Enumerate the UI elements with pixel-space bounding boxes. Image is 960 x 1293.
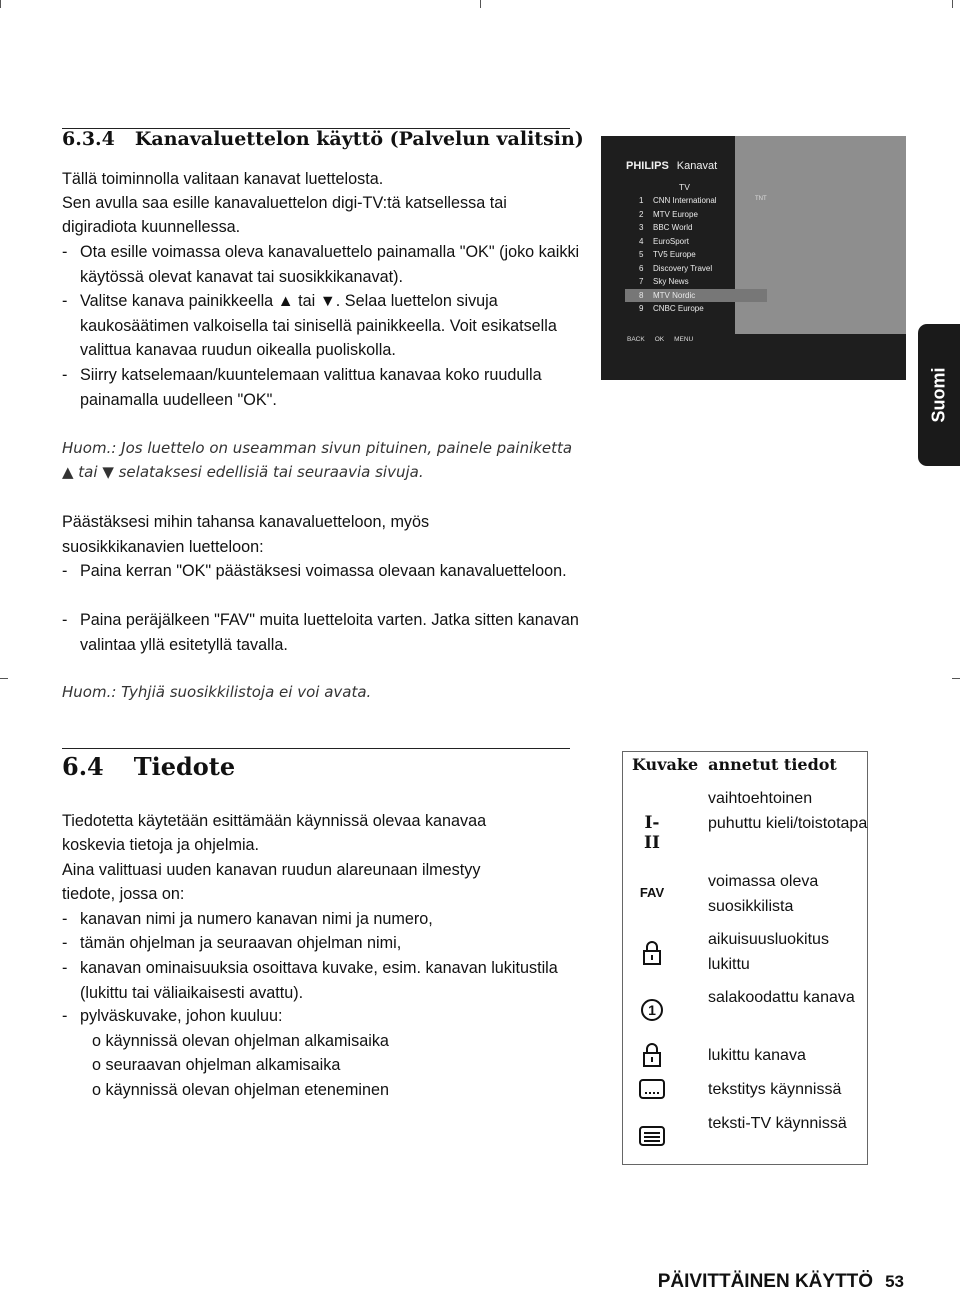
tv-channel-item: 1 CNN International xyxy=(639,196,717,205)
svg-text:1: 1 xyxy=(648,1002,656,1018)
crop-mark xyxy=(480,0,481,8)
section-634-heading xyxy=(62,128,584,150)
section-64-bullet-2: - tämän ohjelman ja seuraavan ohjelman nimi, xyxy=(62,934,402,952)
tv-channel-item: 3 BBC World xyxy=(639,223,693,232)
section-64-bullet-4: - pylväskuvake, johon kuuluu: xyxy=(62,1007,283,1025)
section-64-para-3: Aina valittuasi uuden kanavan ruudun alareunaan ilmestyy xyxy=(62,861,481,879)
section-634-bullet2-1: - Paina kerran "OK" päästäksesi voimassa olevaan kanavaluetteloon. xyxy=(62,562,567,580)
dual-language-icon: I-II xyxy=(644,813,660,853)
tv-channel-item: 5 TV5 Europe xyxy=(639,250,696,259)
crop-mark xyxy=(952,678,960,679)
icon-table-header xyxy=(632,755,847,774)
section-634-intro-3: digiradiota kuunnellessa. xyxy=(62,218,241,236)
section-634-note2: Huom.: Tyhjiä suosikkilistoja ei voi avata. xyxy=(62,683,372,701)
section-64-para-4: tiedote, jossa on: xyxy=(62,885,185,903)
tv-channel-item: 7 Sky News xyxy=(639,277,689,286)
section-64-number: 6.4 xyxy=(62,752,104,781)
lock-icon xyxy=(637,940,667,971)
section-64-sub-2: o seuraavan ohjelman alkamisaika xyxy=(92,1056,341,1074)
section-rule xyxy=(62,748,570,749)
section-64-para-1: Tiedotetta käytetään esittämään käynnissä olevaa kanavaa xyxy=(62,812,487,830)
crop-mark xyxy=(952,0,953,8)
section-634-note: Huom.: Jos luettelo on useamman sivun pituinen, painele painiketta ▲ tai ▼ selataksesi edellisiä tai seuraavia sivuja. xyxy=(62,439,573,481)
page-footer xyxy=(658,1271,904,1293)
tv-category: TV xyxy=(679,182,690,192)
section-634-number: 6.3.4 xyxy=(62,128,115,150)
section-634-bullet-3: - Siirry katselemaan/kuuntelemaan valittua kanavaa koko ruudulla painamalla uudelleen "OK". xyxy=(62,366,542,409)
section-634-para2-1: Päästäksesi mihin tahansa kanavaluetteloon, myös xyxy=(62,513,430,531)
language-side-tab-label: Suomi xyxy=(928,367,949,423)
icon-table-header-info: annetut tiedot xyxy=(708,755,837,774)
lock-icon xyxy=(637,1042,667,1073)
tv-channel-item: 9 CNBC Europe xyxy=(639,304,704,313)
section-634-title: Kanavaluettelon käyttö (Palvelun valitsin) xyxy=(134,128,584,150)
teletext-icon xyxy=(637,1125,667,1152)
icon-info-table: Kuvake annetut tiedot I-II vaihtoehtoinen puhuttu kieli/toistotapa FAV voimassa oleva suosikkilista aikuisuusluokitus lukittu 1 salakoodattu kanava lukittu kanava tekstitys käynnissä teksti-TV käynnissä xyxy=(622,751,868,1165)
tv-channel-list-screenshot xyxy=(601,136,906,380)
section-64-bullet-1: - kanavan nimi ja numero kanavan nimi ja numero, xyxy=(62,910,433,928)
tv-ok-button: OK xyxy=(654,336,665,343)
section-64-heading xyxy=(62,752,235,781)
section-64-bullet-3: - kanavan ominaisuuksia osoittava kuvake, esim. kanavan lukitustila (lukittu tai väliaikaisesti avattu). xyxy=(62,959,558,1002)
tv-back-button: BACK xyxy=(627,336,645,343)
section-64-sub-3: o käynnissä olevan ohjelman eteneminen xyxy=(92,1081,389,1099)
tv-title: Kanavat xyxy=(676,160,718,172)
section-634-intro-1: Tällä toiminnolla valitaan kanavat luettelosta. xyxy=(62,170,384,188)
encrypted-icon xyxy=(637,998,667,1027)
section-64-sub-1: o käynnissä olevan ohjelman alkamisaika xyxy=(92,1032,389,1050)
icon-table-header-icon: Kuvake xyxy=(632,755,699,774)
section-64-title: Tiedote xyxy=(133,752,236,781)
fav-icon: FAV xyxy=(639,885,665,900)
section-634-bullet2-2: - Paina peräjälkeen "FAV" muita luetteloita varten. Jatka sitten kanavan valintaa yllä esitetyllä tavalla. xyxy=(62,611,579,654)
section-64-para-2: koskevia tietoja ja ohjelmia. xyxy=(62,836,260,854)
tv-button-bar xyxy=(627,336,703,343)
subtitle-icon xyxy=(637,1078,667,1105)
crop-mark xyxy=(0,0,1,8)
footer-label: PÄIVITTÄINEN KÄYTTÖ xyxy=(657,1271,874,1292)
tv-channel-item: 6 Discovery Travel xyxy=(639,263,713,273)
tv-channel-item: 4 EuroSport xyxy=(639,236,690,246)
crop-mark xyxy=(0,678,8,679)
tv-tag: TNT xyxy=(755,196,767,202)
page-number: 53 xyxy=(885,1272,904,1291)
tv-channel-item-selected: 8 MTV Nordic xyxy=(625,289,767,303)
tv-menu-button: MENU xyxy=(674,336,694,343)
tv-channel-list xyxy=(625,194,767,316)
language-side-tab xyxy=(918,324,960,466)
section-634-bullet-2: - Valitse kanava painikkeella ▲ tai ▼. Selaa luettelon sivuja kaukosäätimen valkoisella tai sinisellä painikkeella. Voit esikatsella valittua kanavaa ruudun oikealla puoliskolla. xyxy=(62,292,557,359)
section-634-intro-2: Sen avulla saa esille kanavaluettelon digi-TV:tä katsellessa tai xyxy=(62,194,507,212)
section-634-para2-2: suosikkikanavien luetteloon: xyxy=(62,538,264,556)
tv-brand: PHILIPS Kanavat xyxy=(626,160,718,172)
section-634-bullet-1: - Ota esille voimassa oleva kanavaluettelo painamalla "OK" (joko kaikki käytössä olevat kanavat tai suosikkikanavat). xyxy=(62,243,580,286)
tv-channel-item: 2 MTV Europe xyxy=(639,209,698,219)
